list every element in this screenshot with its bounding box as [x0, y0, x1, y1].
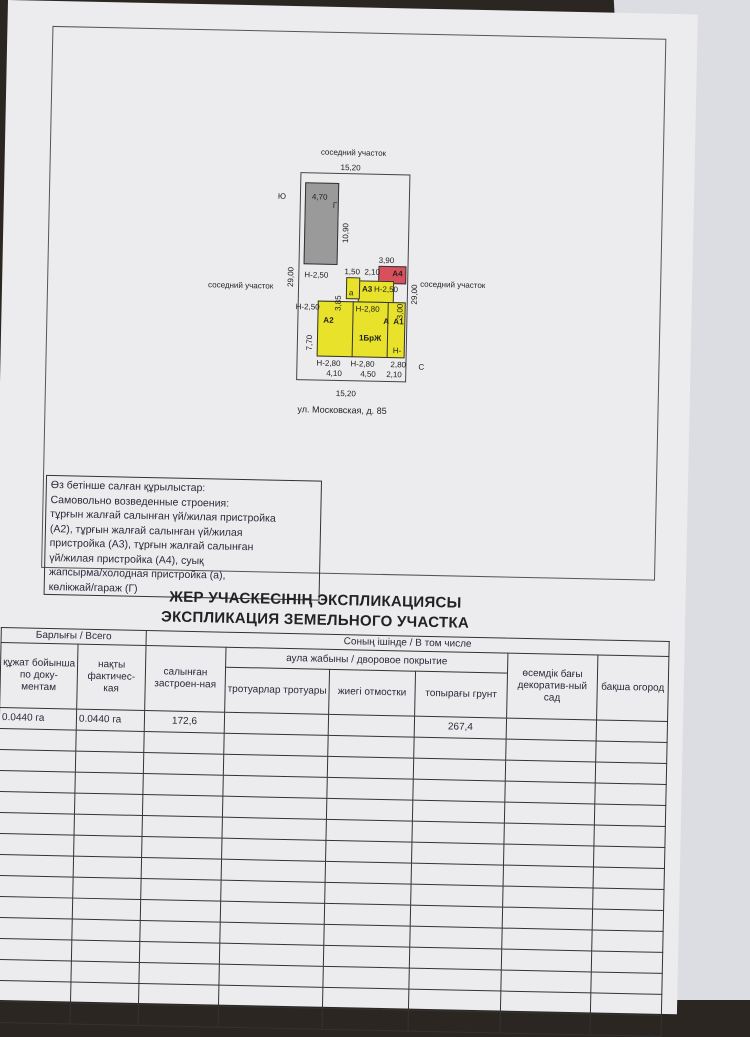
a3-label: А3 — [361, 284, 373, 294]
dim-2-10-top: 2,10 — [364, 267, 381, 277]
height-mid-label: Н-2,80 — [350, 359, 375, 369]
north-mark: С — [418, 362, 425, 372]
legend-line-6: үй/жилая пристройка (А4), суық — [49, 551, 204, 567]
legend-line-5: пристройка (А3), тұрғын жалғай салынған — [49, 536, 254, 554]
dim-1-50: 1,50 — [344, 267, 361, 277]
top-width-label: 15,20 — [340, 163, 361, 173]
header-sidewalks: тротуарлар тротуары — [225, 667, 330, 714]
mid-height-label: Н-2,80 — [355, 304, 380, 314]
top-neighbor-label: соседний участок — [320, 147, 387, 158]
bottom-width-label: 15,20 — [335, 388, 356, 399]
dim-2-10-bottom: 2,10 — [386, 370, 402, 380]
height-right-label-1: Н- — [392, 346, 402, 356]
street-address: ул. Московская, д. 85 — [297, 404, 387, 417]
header-including: Соның ішінде / В том числе — [146, 631, 669, 657]
dim-3-85: 3,85 — [333, 295, 343, 312]
header-by-documents: құжат бойынша по доку-ментам — [0, 642, 78, 709]
garage-height-label: Н-2,50 — [304, 270, 329, 280]
a-label: А — [383, 316, 390, 327]
dim-4-10: 4,10 — [326, 368, 342, 379]
a3-height-label: Н-2,50 — [373, 284, 399, 295]
legend-line-7: жапсырма/холодная пристройка (а), — [48, 565, 226, 582]
porch-height-label: Н-2,50 — [295, 302, 320, 312]
legend-line-4: (А2), тұрғын жалғай салынған үй/жилая — [49, 522, 243, 539]
garage-width-label: 4,70 — [311, 192, 328, 202]
south-mark: Ю — [277, 191, 287, 201]
cell-doc-area: 0.0440 га — [0, 707, 77, 730]
porch-letter-label: а — [348, 288, 354, 298]
plan-frame — [41, 26, 666, 595]
dim-3-90: 3,90 — [378, 255, 395, 266]
header-vegetable-garden: бақша огород — [597, 655, 669, 721]
garage-letter-label: Г — [332, 200, 338, 210]
dim-4-50: 4,50 — [360, 369, 376, 379]
title-ru: ЭКСПЛИКАЦИЯ ЗЕМЕЛЬНОГО УЧАСТКА — [160, 608, 470, 632]
cell-blind-area — [328, 714, 414, 737]
a2-label: А2 — [323, 315, 334, 325]
cell-fact-area: 0.0440 га — [76, 709, 144, 731]
a4-label: А4 — [392, 269, 403, 279]
dim-3-00: 3,00 — [395, 303, 405, 320]
cell-ground-area: 267,4 — [414, 716, 506, 739]
cell-sidewalk-area — [224, 712, 328, 735]
legend-line-2: Самовольно возведенные строения: — [50, 493, 230, 510]
header-decorative-garden: өсемдік бағы декоратив-ный сад — [507, 653, 598, 720]
cell-built-area: 172,6 — [144, 711, 224, 734]
a1-label: А1 — [393, 317, 404, 327]
legend-line-1: Өз бетінше салған құрылыстар: — [50, 479, 206, 495]
left-neighbor-label: соседний участок — [207, 280, 274, 291]
header-total: Барлығы / Всего — [1, 627, 146, 645]
right-neighbor-label: соседний участок — [420, 279, 486, 291]
left-side-length-label: 29,00 — [286, 266, 296, 288]
height-left-label: Н-2,80 — [316, 358, 341, 369]
land-explication-table — [0, 627, 670, 1037]
header-yard-cover: аула жабыны / дворовое покрытие — [226, 647, 508, 673]
header-blind-area: жиегі отмостки — [329, 669, 416, 716]
cell-veg-area — [596, 720, 667, 742]
header-ground: топырағы грунт — [415, 671, 508, 718]
garage-length-label: 10,90 — [340, 222, 351, 244]
header-actual: нақты фактичес-кая — [77, 644, 146, 710]
site-plan — [53, 27, 665, 417]
right-side-length-label: 29,00 — [409, 284, 420, 305]
dim-7-70: 7,70 — [304, 334, 315, 351]
unauthorized-buildings-legend — [44, 475, 322, 601]
height-right-label-2: 2,80 — [390, 360, 407, 370]
main-house-label: 1БрЖ — [358, 333, 382, 343]
legend-line-3: тұрғын жалғай салынған үй/жилая пристройка — [50, 507, 276, 525]
title-kz: ЖЕР УЧАСКЕСІНІҢ ЭКСПЛИКАЦИЯСЫ — [169, 588, 462, 612]
legend-line-8: көлікжай/гараж (Г) — [48, 580, 138, 595]
cell-garden-area — [506, 718, 596, 741]
header-built-up: салынған застроен-ная — [145, 646, 226, 713]
